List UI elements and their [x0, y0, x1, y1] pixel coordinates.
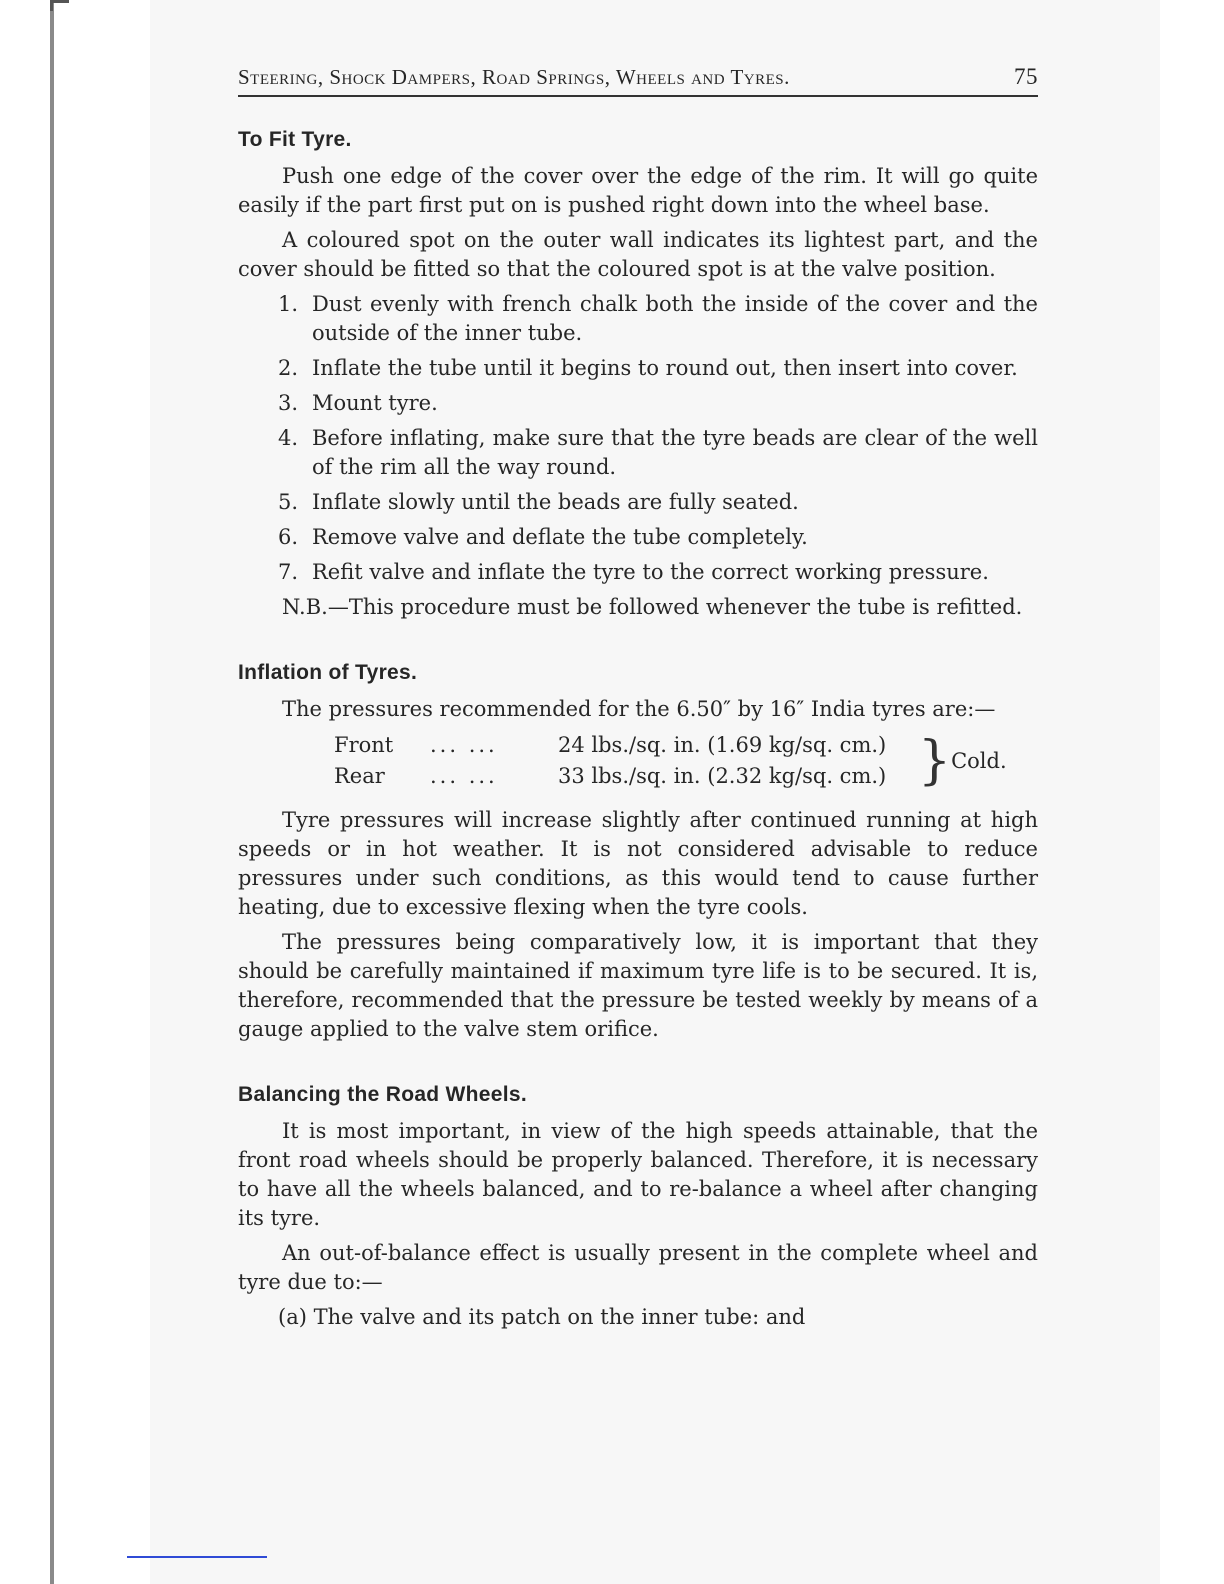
- paragraph: A coloured spot on the outer wall indicates its lightest part, and the cover should be fitted so that the coloured spot is at the valve position.: [238, 228, 1038, 281]
- scan-edge: [50, 0, 54, 1584]
- section-heading: To Fit Tyre.: [238, 128, 352, 151]
- section-balancing: [238, 1080, 1038, 1332]
- section-fit-tyre: [238, 125, 1038, 622]
- brace: }: [918, 731, 952, 791]
- step-number: 6.: [278, 525, 299, 549]
- table-row: [334, 761, 1007, 792]
- position-label: Rear: [334, 764, 385, 788]
- leader-dots: ... ...: [430, 764, 498, 788]
- list-item: [278, 523, 1038, 552]
- footer-rule: [127, 1556, 267, 1558]
- step-text: Remove valve and deflate the tube completely.: [312, 525, 808, 549]
- list-item: [278, 488, 1038, 517]
- list-item: [278, 389, 1038, 418]
- paragraph: An out-of-balance effect is usually present in the complete wheel and tyre due to:—: [238, 1241, 1038, 1294]
- paragraph: The pressures recommended for the 6.50″ by 16″ India tyres are:—: [282, 697, 996, 721]
- running-title: Steering, Shock Dampers, Road Springs, Wheels and Tyres.: [238, 65, 790, 89]
- list-item: [278, 424, 1038, 482]
- step-text: Refit valve and inflate the tyre to the correct working pressure.: [312, 560, 989, 584]
- section-inflation: [238, 658, 1038, 1044]
- step-number: 7.: [278, 560, 299, 584]
- pressure-value: 33 lbs./sq. in. (2.32 kg/sq. cm.): [558, 764, 887, 788]
- section-heading: Inflation of Tyres.: [238, 661, 418, 684]
- step-number: 3.: [278, 391, 299, 415]
- condition-label: Cold.: [951, 748, 1007, 773]
- paragraph: The pressures being comparatively low, it is important that they should be carefully maintained if maximum tyre life is to be secured. It is, therefore, recommended that the pressure be tested weekly by means of a gauge applied to the valve stem orifice.: [238, 930, 1038, 1041]
- list-item: [278, 290, 1038, 348]
- step-text: Inflate the tube until it begins to round out, then insert into cover.: [312, 356, 1018, 380]
- pressure-table: [334, 730, 1007, 792]
- step-text: Dust evenly with french chalk both the inside of the cover and the outside of the inner tube.: [312, 292, 1038, 345]
- leader-dots: ... ...: [430, 733, 498, 757]
- paragraph: Tyre pressures will increase slightly after continued running at high speeds or in hot weather. It is not considered advisable to reduce pressures under such conditions, as this would tend to cause further heating, due to excessive flexing when the tyre cools.: [238, 808, 1038, 919]
- step-text: Mount tyre.: [312, 391, 438, 415]
- section-heading: Balancing the Road Wheels.: [238, 1083, 528, 1106]
- step-text: Before inflating, make sure that the tyre beads are clear of the well of the rim all the way round.: [312, 426, 1038, 479]
- list-item-a: (a) The valve and its patch on the inner tube: and: [278, 1305, 806, 1329]
- steps-list: [238, 290, 1038, 587]
- step-text: Inflate slowly until the beads are fully seated.: [312, 490, 799, 514]
- step-number: 2.: [278, 356, 299, 380]
- step-number: 1.: [278, 292, 299, 316]
- position-label: Front: [334, 733, 394, 757]
- paragraph: It is most important, in view of the high speeds attainable, that the front road wheels should be properly balanced. Therefore, it is necessary to have all the wheels balanced, and to re-balance a wheel after changing its tyre.: [238, 1119, 1038, 1230]
- page-content: [238, 62, 1038, 1338]
- step-number: 5.: [278, 490, 299, 514]
- list-item: [278, 558, 1038, 587]
- page-number: 75: [1014, 64, 1038, 89]
- paragraph: Push one edge of the cover over the edge of the rim. It will go quite easily if the part first put on is pushed right down into the wheel base.: [238, 164, 1038, 217]
- table-row: [334, 730, 1007, 761]
- note-paragraph: N.B.—This procedure must be followed whenever the tube is refitted.: [282, 595, 1023, 619]
- scan-corner: [50, 0, 69, 11]
- pressure-value: 24 lbs./sq. in. (1.69 kg/sq. cm.): [558, 733, 887, 757]
- step-number: 4.: [278, 426, 299, 450]
- list-item: [278, 354, 1038, 383]
- running-head: [238, 62, 1038, 97]
